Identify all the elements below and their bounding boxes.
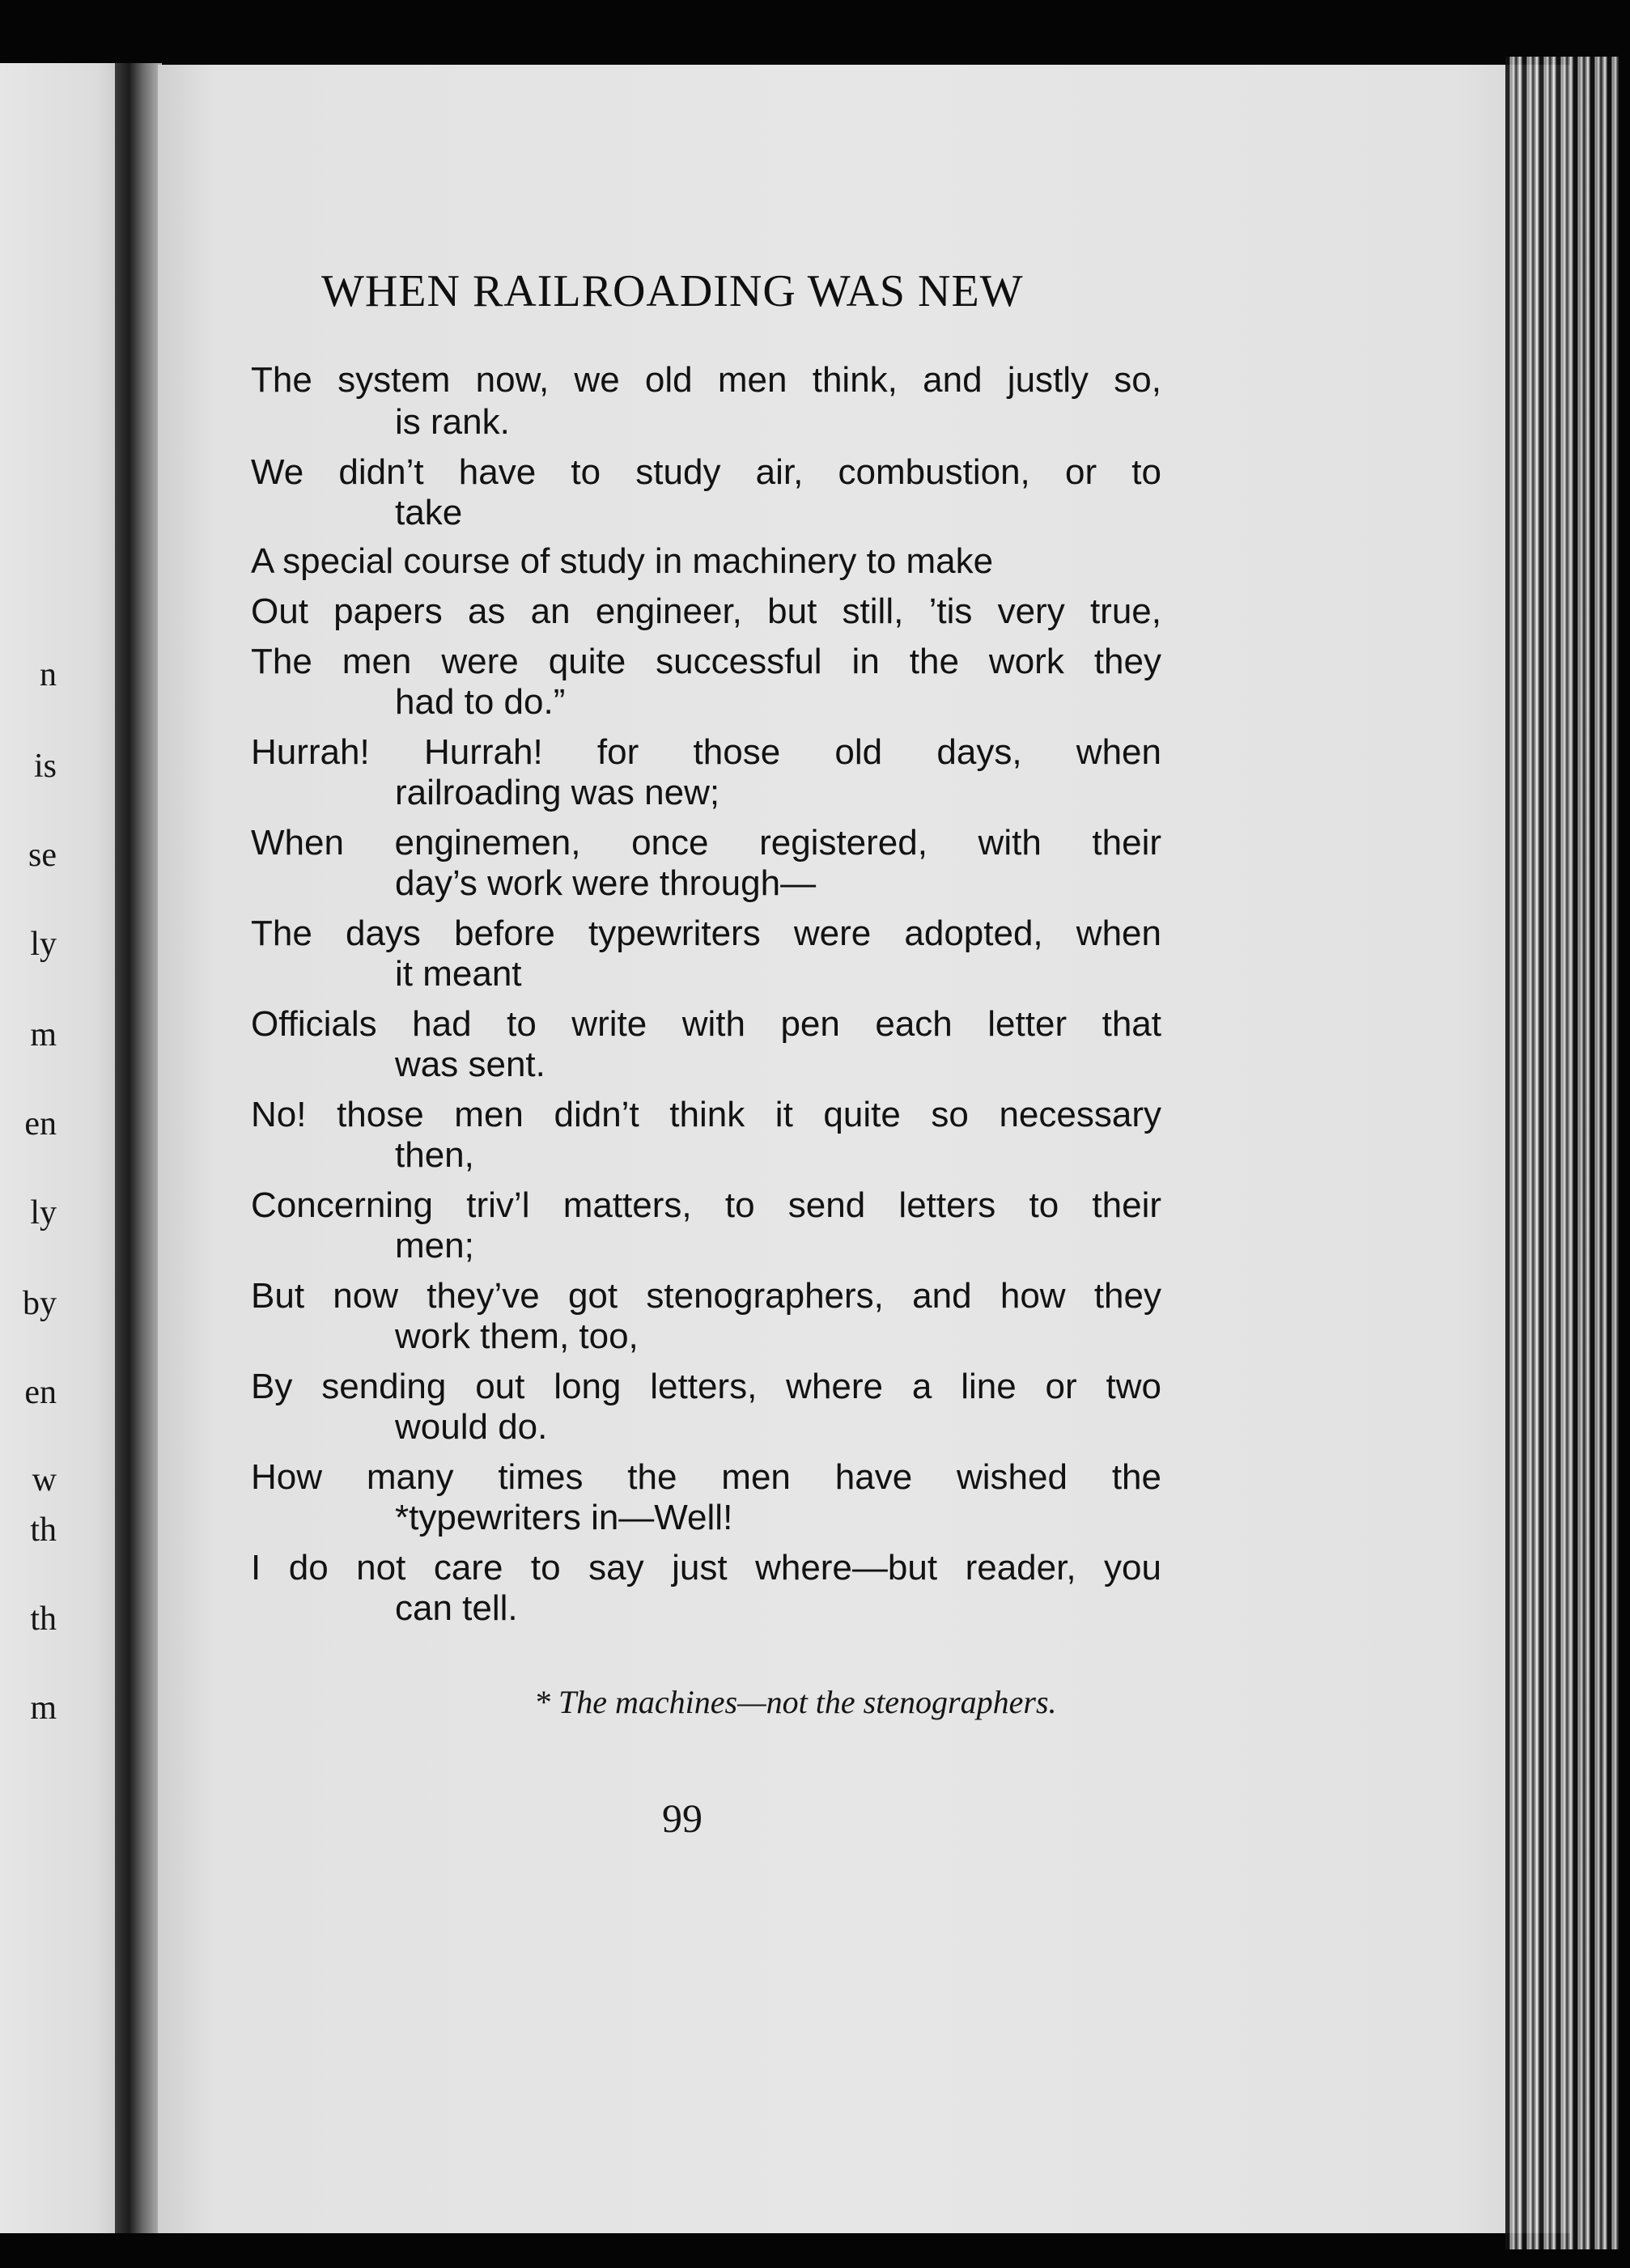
left-page-fragment: n	[40, 656, 57, 693]
left-page-fragment: by	[23, 1285, 57, 1322]
poem-line-continuation: is rank.	[395, 402, 510, 442]
poem-line-continuation: railroading was new;	[395, 773, 720, 812]
poem-line-continuation: work them, too,	[395, 1316, 639, 1356]
left-page-fragment: ly	[30, 1194, 57, 1232]
left-page-fragment: w	[32, 1461, 57, 1499]
poem-line: The system now, we old men think, and justly so,	[251, 360, 1161, 400]
poem-line: I do not care to say just where—but reader, you	[251, 1548, 1161, 1588]
poem-line-continuation: had to do.”	[395, 682, 566, 722]
poem-line: No! those men didn’t think it quite so necessary	[251, 1095, 1161, 1134]
poem-line-continuation: men;	[395, 1226, 474, 1265]
left-page-fragment: m	[30, 1689, 57, 1727]
poem-line: By sending out long letters, where a line or two	[251, 1367, 1161, 1406]
left-page-fragment: th	[30, 1511, 57, 1549]
poem-line-continuation: would do.	[395, 1407, 548, 1447]
poem-line-continuation: day’s work were through—	[395, 863, 817, 903]
left-page	[0, 63, 121, 2233]
left-page-fragment: en	[24, 1374, 57, 1411]
left-page-text-fragments	[0, 63, 121, 2233]
left-page-fragment: ly	[30, 926, 57, 963]
poem-line: The days before typewriters were adopted, when	[251, 914, 1161, 953]
poem-line: A special course of study in machinery to make	[251, 541, 994, 581]
left-page-fragment: is	[33, 748, 57, 785]
poem-line: The men were quite successful in the work they	[251, 642, 1161, 681]
poem-line-continuation: *typewriters in—Well!	[395, 1498, 733, 1537]
left-page-fragment: se	[28, 837, 57, 874]
left-page-fragment: m	[30, 1016, 57, 1053]
page-edges	[1505, 57, 1619, 2249]
poem-line: Officials had to write with pen each letter that	[251, 1004, 1161, 1044]
poem-line-continuation: take	[395, 493, 463, 532]
poem-line: When enginemen, once registered, with their	[251, 823, 1161, 863]
page-number: 99	[662, 1795, 703, 1841]
left-page-fragment: th	[30, 1600, 57, 1638]
poem-line: But now they’ve got stenographers, and how they	[251, 1276, 1161, 1316]
poem-line-continuation: can tell.	[395, 1588, 518, 1628]
book-gutter	[115, 63, 162, 2233]
poem-line: We didn’t have to study air, combustion, or to	[251, 452, 1161, 492]
poem-line-continuation: was sent.	[395, 1045, 545, 1084]
poem-title: WHEN RAILROADING WAS NEW	[321, 266, 1024, 316]
footnote: * The machines—not the stenographers.	[534, 1684, 1057, 1720]
poem-line: How many times the men have wished the	[251, 1457, 1161, 1497]
poem-line-continuation: it meant	[395, 954, 522, 994]
poem-line: Hurrah! Hurrah! for those old days, when	[251, 732, 1161, 772]
left-page-fragment: en	[24, 1105, 57, 1142]
poem-line: Concerning triv’l matters, to send letters to their	[251, 1185, 1161, 1225]
poem-line: Out papers as an engineer, but still, ’tis very true,	[251, 591, 1161, 631]
poem-line-continuation: then,	[395, 1135, 474, 1175]
